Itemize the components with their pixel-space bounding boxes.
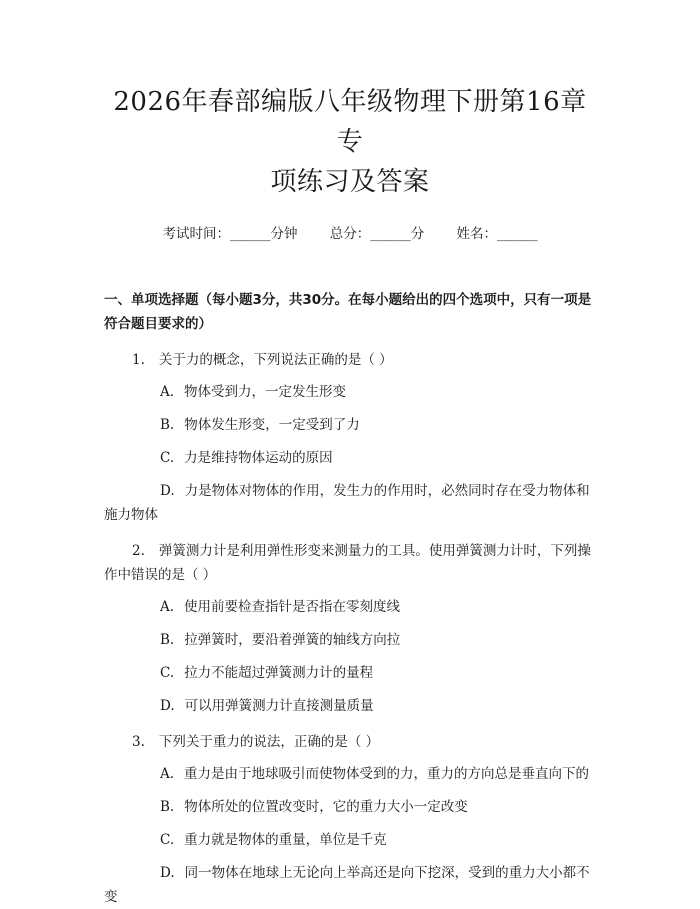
option-c (104, 446, 596, 470)
option-text: 力是维持物体运动的原因 (184, 450, 333, 466)
option-text: 使用前要检查指针是否指在零刻度线 (184, 599, 401, 615)
option-text: 拉力不能超过弹簧测力计的量程 (184, 665, 374, 681)
option-letter: B. (160, 799, 175, 815)
option-letter: B. (160, 632, 175, 648)
option-list (104, 380, 596, 527)
section-heading: 一、单项选择题（每小题3分，共30分。在每小题给出的四个选项中，只有一项是符合题目要求的） (104, 292, 592, 332)
question-text: 下列关于重力的说法，正确的是（ ） (158, 734, 380, 750)
question-1 (104, 348, 596, 527)
option-text: 物体发生形变，一定受到了力 (184, 417, 360, 433)
option-d (104, 861, 596, 909)
question-stem (104, 348, 596, 372)
option-a (104, 380, 596, 404)
option-text: 物体所处的位置改变时，它的重力大小一定改变 (184, 799, 468, 815)
option-letter: D. (160, 865, 175, 881)
option-text: 可以用弹簧测力计直接测量质量 (184, 698, 374, 714)
question-stem (104, 539, 596, 587)
exam-time: 考试时间：______分钟 (162, 226, 298, 242)
page-title (104, 82, 596, 202)
option-letter: A. (160, 766, 175, 782)
option-text: 同一物体在地球上无论向上举高还是向下挖深，受到的重力大小都不变 (104, 865, 590, 905)
exam-meta (104, 224, 596, 244)
option-letter: A. (160, 599, 175, 615)
title-line-1: 2026年春部编版八年级物理下册第16章专 (113, 87, 587, 157)
option-c (104, 661, 596, 685)
question-stem (104, 730, 596, 754)
option-a (104, 595, 596, 619)
option-c (104, 828, 596, 852)
question-number: 1. (132, 352, 145, 368)
title-line-2: 项练习及答案 (270, 167, 430, 197)
student-name: 姓名：______ (456, 226, 538, 242)
option-list (104, 595, 596, 718)
question-text: 关于力的概念，下列说法正确的是（ ） (158, 352, 393, 368)
option-b (104, 795, 596, 819)
question-3 (104, 730, 596, 909)
option-letter: A. (160, 384, 175, 400)
option-list (104, 762, 596, 909)
option-b (104, 628, 596, 652)
option-b (104, 413, 596, 437)
total-score: 总分：______分 (329, 226, 425, 242)
option-a (104, 762, 596, 786)
question-2 (104, 539, 596, 718)
option-d (104, 479, 596, 527)
option-letter: C. (160, 665, 175, 681)
question-number: 3. (132, 734, 145, 750)
question-text: 弹簧测力计是利用弹性形变来测量力的工具。使用弹簧测力计时，下列操作中错误的是（ ） (104, 543, 591, 583)
option-d (104, 694, 596, 718)
option-letter: C. (160, 450, 175, 466)
option-text: 重力是由于地球吸引而使物体受到的力，重力的方向总是垂直向下的 (184, 766, 590, 782)
option-text: 物体受到力，一定发生形变 (184, 384, 347, 400)
option-letter: D. (160, 483, 175, 499)
option-text: 力是物体对物体的作用，发生力的作用时，必然同时存在受力物体和施力物体 (104, 483, 590, 523)
option-letter: B. (160, 417, 175, 433)
option-text: 重力就是物体的重量，单位是千克 (184, 832, 387, 848)
option-letter: C. (160, 832, 175, 848)
question-number: 2. (132, 543, 145, 559)
option-letter: D. (160, 698, 175, 714)
option-text: 拉弹簧时，要沿着弹簧的轴线方向拉 (184, 632, 401, 648)
